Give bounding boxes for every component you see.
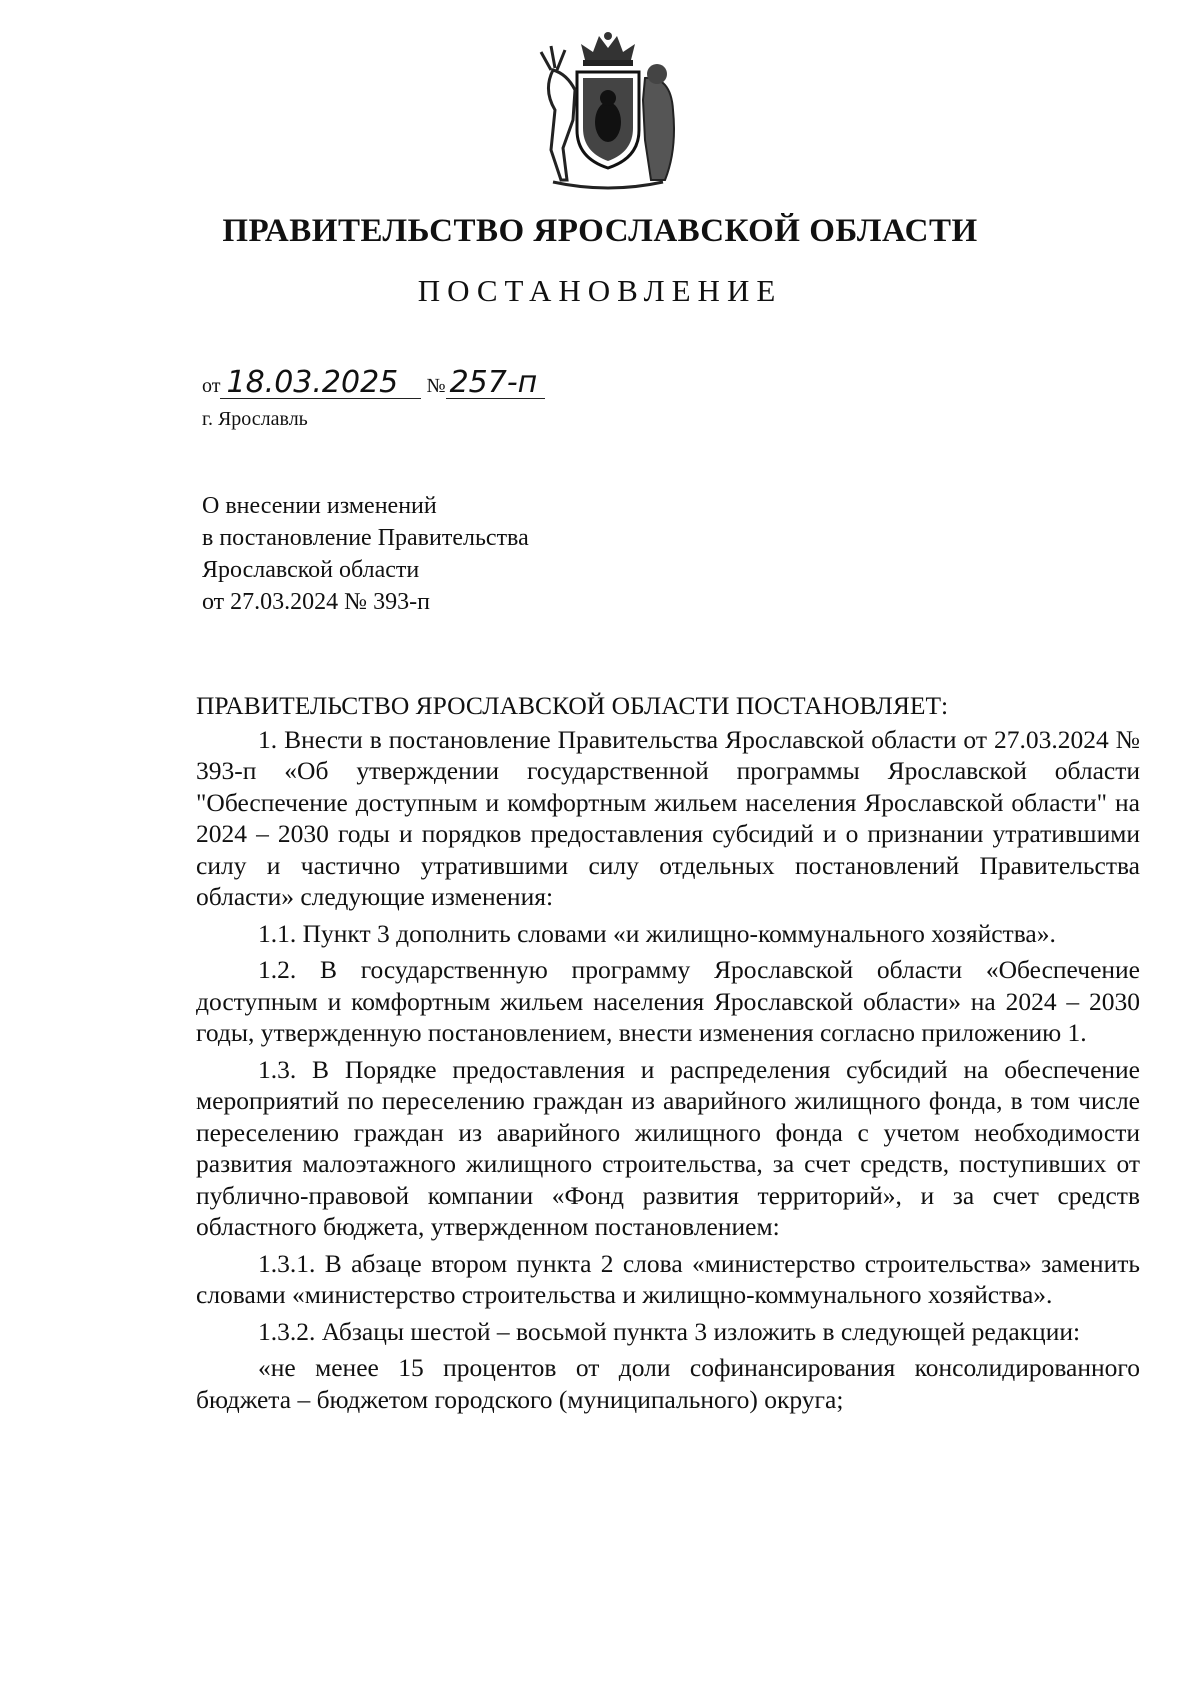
resolution-lead: ПРАВИТЕЛЬСТВО ЯРОСЛАВСКОЙ ОБЛАСТИ ПОСТАНОВЛЯЕТ: xyxy=(196,691,949,720)
subject-line: в постановление Правительства xyxy=(202,525,529,551)
paragraph: 1.1. Пункт 3 дополнить словами «и жилищно-коммунального хозяйства». xyxy=(258,918,1056,948)
paragraph: 1. Внести в постановление Правительства Ярославской области от 27.03.2024 № 393-п «Об утверждении государственной программы Ярославской области "Обеспечение доступным и комфортным жильем населения Ярославской области" на 2024 – 2030 годы и порядков предоставления субсидий и о признании утратившими силу и частично утратившими силу отдельных постановлений Правительства области» следующие изменения: xyxy=(196,724,1140,911)
paragraph: 1.3.1. В абзаце втором пункта 2 слова «министерство строительства» заменить словами «министерство строительства и жилищно-коммунального хозяйства». xyxy=(196,1248,1140,1309)
paragraph: 1.2. В государственную программу Ярославской области «Обеспечение доступным и комфортным жильем населения Ярославской области» на 2024 – 2030 годы, утвержденную постановлением, внести изменения согласно приложению 1. xyxy=(196,955,1140,1047)
subject-line: Ярославской области xyxy=(202,557,420,583)
number-prefix: № xyxy=(426,375,446,397)
government-title: ПРАВИТЕЛЬСТВО ЯРОСЛАВСКОЙ ОБЛАСТИ xyxy=(222,213,978,249)
document-subject xyxy=(202,490,529,618)
paragraph: 1.3. В Порядке предоставления и распределения субсидий на обеспечение мероприятий по переселению граждан из аварийного жилищного фонда, в том числе переселению граждан из аварийного жилищного фонда с учетом необходимости развития малоэтажного жилищного строительства, за счет средств, поступивших от публично-правовой компании «Фонд развития территорий», и за счет средств областного бюджета, утвержденном постановлением: xyxy=(196,1054,1140,1241)
document-body xyxy=(196,690,1140,1420)
paragraph: «не менее 15 процентов от доли софинансирования консолидированного бюджета – бюджетом городского (муниципального) округа; xyxy=(196,1353,1140,1414)
paragraph: 1.3.2. Абзацы шестой – восьмой пункта 3 изложить в следующей редакции: xyxy=(258,1316,1081,1346)
subject-line: О внесении изменений xyxy=(202,493,437,519)
document-number: 257-п xyxy=(446,368,545,399)
document-meta xyxy=(202,365,545,400)
city: г. Ярославль xyxy=(202,408,308,430)
date-prefix: от xyxy=(202,375,221,397)
document-date: 18.03.2025 xyxy=(220,368,421,399)
document-type: ПОСТАНОВЛЕНИЕ xyxy=(417,273,783,308)
coat-of-arms-emblem xyxy=(533,30,683,190)
subject-line: от 27.03.2024 № 393-п xyxy=(202,589,430,615)
